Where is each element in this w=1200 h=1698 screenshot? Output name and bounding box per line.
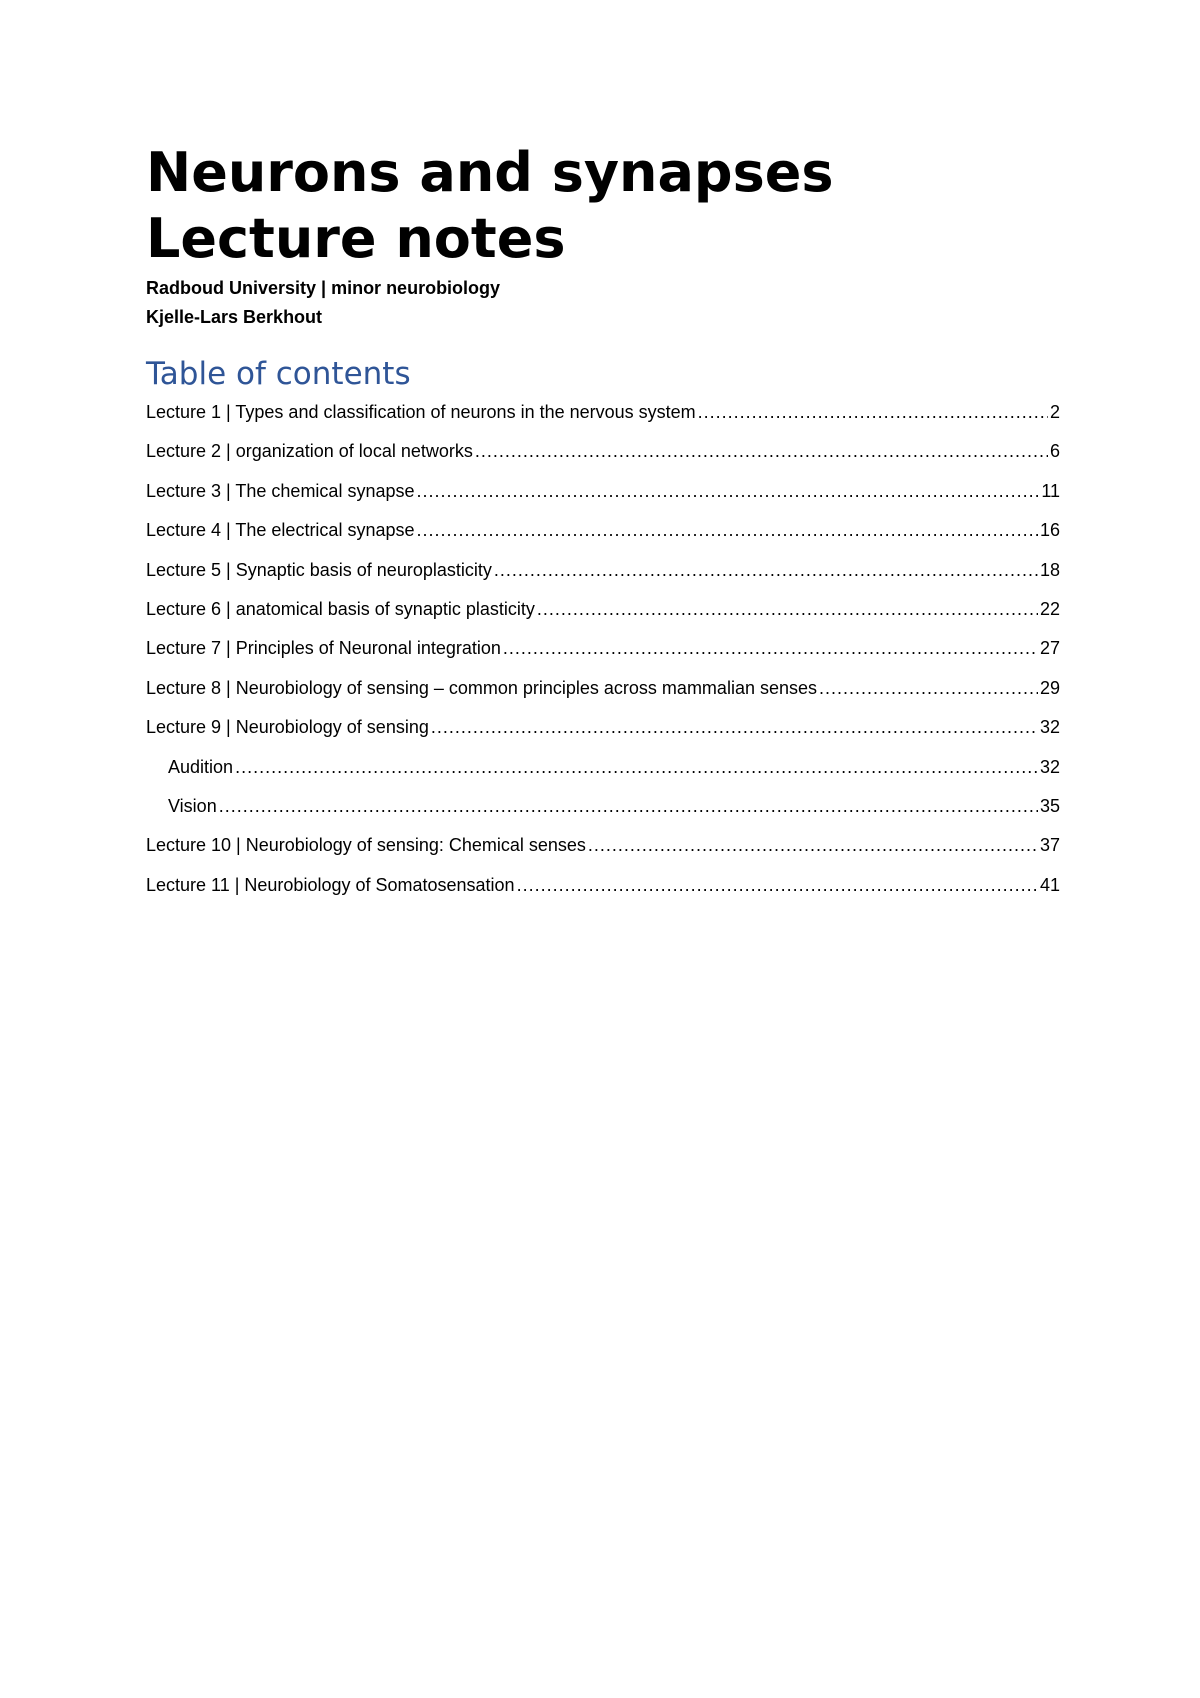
subtitle-institution: Radboud University | minor neurobiology	[146, 278, 501, 298]
toc-entry-page: 6	[1049, 441, 1060, 462]
toc-entry[interactable]	[146, 558, 1060, 597]
toc-entry-title: Lecture 8 | Neurobiology of sensing – common principles across mammalian senses	[146, 677, 817, 698]
toc-entry-page: 18	[1039, 559, 1060, 580]
toc-entry[interactable]	[146, 873, 1060, 912]
toc-entry-page: 37	[1039, 835, 1060, 856]
toc-entry-title: Lecture 11 | Neurobiology of Somatosensation	[146, 874, 515, 895]
toc-dot-leader	[517, 873, 1038, 897]
toc-dot-leader	[219, 794, 1038, 818]
toc-entry[interactable]	[146, 833, 1060, 872]
toc-dot-leader	[235, 755, 1038, 779]
toc-dot-leader	[698, 400, 1048, 424]
title-line-2: Lecture notes	[146, 207, 566, 270]
title-line-1: Neurons and synapses	[146, 141, 834, 204]
toc-dot-leader	[537, 597, 1038, 621]
toc-entry-page: 16	[1039, 520, 1060, 541]
toc-entry[interactable]	[146, 439, 1060, 478]
toc-entry-page: 41	[1039, 874, 1060, 895]
toc-entry-title: Lecture 6 | anatomical basis of synaptic plasticity	[146, 598, 535, 619]
toc-entry-title: Lecture 1 | Types and classification of neurons in the nervous system	[146, 402, 696, 422]
toc-entry-title: Audition	[168, 756, 234, 777]
toc-entry-title: Lecture 7 | Principles of Neuronal integration	[146, 638, 501, 659]
toc-entry[interactable]	[146, 636, 1060, 675]
toc-entry[interactable]	[146, 518, 1060, 557]
toc-dot-leader	[503, 636, 1038, 660]
toc-entry-title: Lecture 9 | Neurobiology of sensing	[146, 717, 429, 738]
toc-entry-page: 27	[1039, 638, 1060, 659]
toc-entry[interactable]	[146, 479, 1060, 518]
toc-dot-leader	[819, 676, 1038, 700]
toc-entry-title: Lecture 5 | Synaptic basis of neuroplasticity	[146, 559, 492, 580]
toc-entry-page: 2	[1049, 402, 1060, 422]
table-of-contents	[146, 400, 1060, 912]
toc-dot-leader	[588, 833, 1038, 857]
toc-dot-leader	[494, 558, 1038, 582]
toc-entry-page: 11	[1041, 480, 1060, 501]
toc-subentry[interactable]	[146, 794, 1060, 833]
toc-heading: Table of contents	[146, 356, 411, 392]
subtitle-author: Kjelle-Lars Berkhout	[146, 307, 323, 327]
toc-entry-title: Lecture 3 | The chemical synapse	[146, 480, 415, 501]
toc-subentry[interactable]	[146, 755, 1060, 794]
toc-entry-page: 22	[1039, 598, 1060, 619]
toc-entry-title: Vision	[168, 795, 217, 816]
document-title	[146, 140, 1060, 272]
toc-entry-title: Lecture 10 | Neurobiology of sensing: Chemical senses	[146, 835, 586, 856]
toc-entry-page: 32	[1039, 717, 1060, 738]
toc-entry[interactable]	[146, 715, 1060, 754]
toc-entry-title: Lecture 4 | The electrical synapse	[146, 520, 415, 541]
toc-entry-page: 29	[1039, 677, 1060, 698]
toc-entry-page: 32	[1039, 756, 1060, 777]
toc-dot-leader	[417, 479, 1040, 503]
toc-dot-leader	[417, 518, 1038, 542]
toc-entry[interactable]	[146, 676, 1060, 715]
toc-dot-leader	[475, 439, 1048, 463]
toc-dot-leader	[431, 715, 1038, 739]
document-page	[146, 140, 1060, 912]
toc-entry[interactable]	[146, 400, 1060, 439]
toc-entry[interactable]	[146, 597, 1060, 636]
toc-entry-page: 35	[1039, 795, 1060, 816]
toc-entry-title: Lecture 2 | organization of local networks	[146, 441, 473, 462]
